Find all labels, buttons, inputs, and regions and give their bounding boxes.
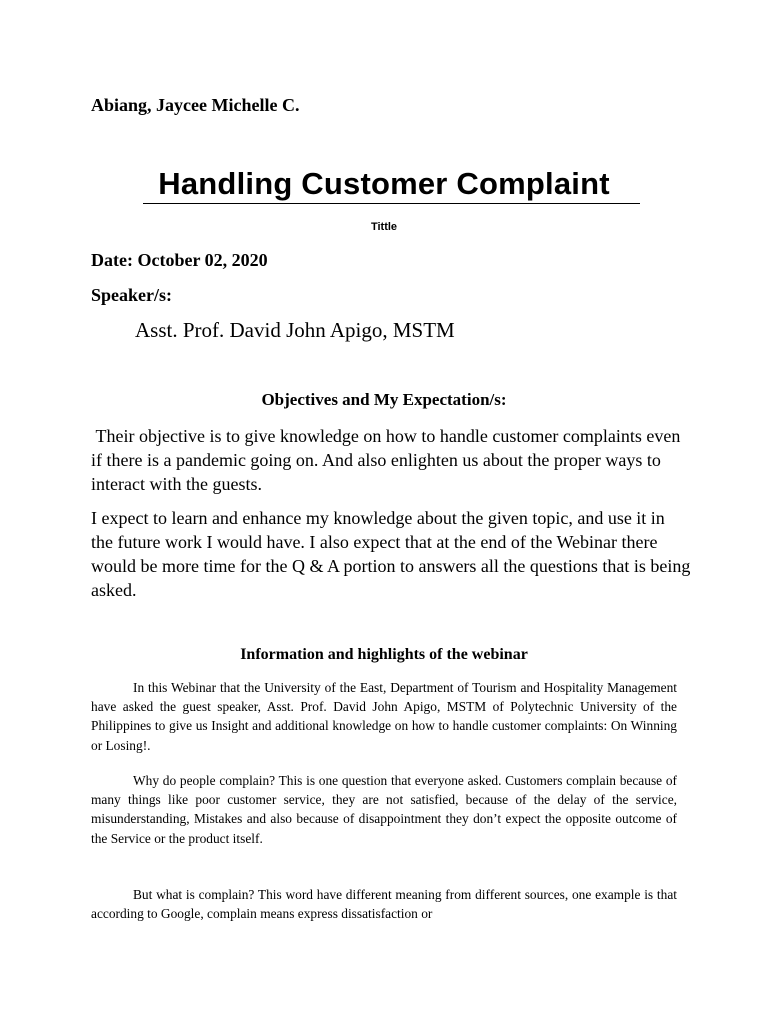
info-paragraph: But what is complain? This word have different meaning from different sources, one example is that according to Google, complain means express dissatisfaction or — [91, 887, 677, 922]
objectives-paragraph: Their objective is to give knowledge on how to handle customer complaints even if there is a pandemic going on. And also enlighten us about the proper ways to interact with the guests. — [91, 426, 685, 494]
speaker-label: Speaker/s: — [91, 285, 172, 305]
expectations-paragraph: I expect to learn and enhance my knowledge about the given topic, and use it in the future work I would have. I also expect that at the end of the Webinar there would be more time for the Q & A portion to answers all the questions that is being asked. — [91, 508, 691, 600]
webinar-date: Date: October 02, 2020 — [91, 250, 268, 270]
info-paragraph: In this Webinar that the University of the East, Department of Tourism and Hospitality Management have asked the guest speaker, Asst. Prof. David John Apigo, MSTM of Polytechnic University of the Philippines to give us Insight and additional knowledge on how to handle customer complaints: On Winning or Losing!. — [91, 680, 677, 753]
info-heading: Information and highlights of the webinar — [240, 646, 528, 663]
title-caption: Tittle — [370, 221, 398, 233]
author-name: Abiang, Jaycee Michelle C. — [91, 95, 300, 115]
document-title: Handling Customer Complaint — [158, 166, 610, 201]
objectives-heading: Objectives and My Expectation/s: — [261, 390, 507, 409]
info-paragraph: Why do people complain? This is one question that everyone asked. Customers complain because of many things like poor customer service, they are not satisfied, because of the delay of the service, misunderstanding, Mistakes and also because of disappointment they don’t expect the opposite outcome of the Service or the product itself. — [91, 773, 677, 846]
title-underline — [143, 203, 640, 204]
speaker-name: Asst. Prof. David John Apigo, MSTM — [135, 318, 455, 342]
